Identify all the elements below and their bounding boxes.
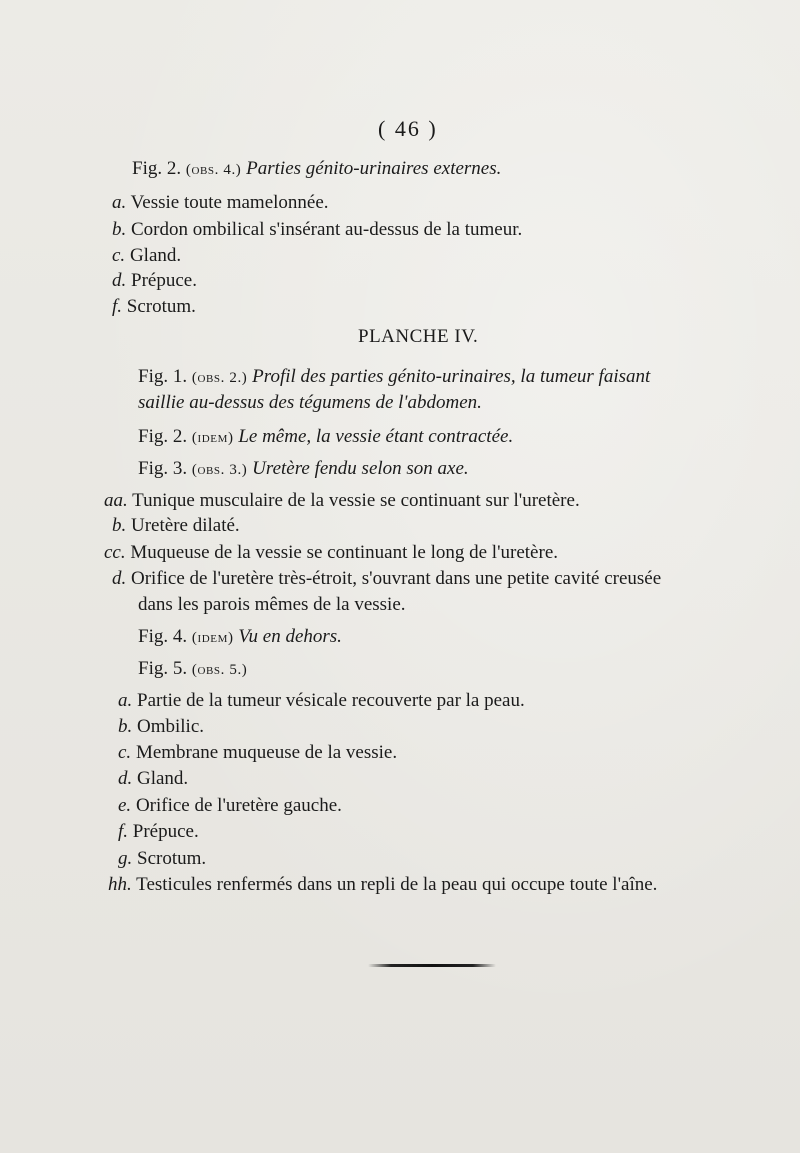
list-item [118,742,397,764]
fig-title: Uretère fendu selon son axe. [252,458,469,479]
item-text: Partie de la tumeur vésicale recouverte par la peau. [137,690,525,711]
list-item [112,270,197,292]
list-item [118,690,525,712]
fig5-caption [138,658,247,681]
item-text: dans les parois mêmes de la vessie. [138,594,406,615]
list-item [108,874,657,896]
fig-label: Fig. 2. [132,158,182,179]
obs-ref: (obs. 2.) [191,370,248,386]
item-key: b. [112,515,127,536]
list-item [112,192,329,214]
fig-title: Parties génito-urinaires externes. [246,158,502,179]
item-text: Muqueuse de la vessie se continuant le long de l'uretère. [130,542,558,563]
item-key: b. [112,219,127,240]
item-key: e. [118,795,132,816]
obs-ref: (obs. 3.) [191,462,248,478]
fig-title: Profil des parties génito-urinaires, la tumeur faisant [252,366,651,387]
list-item [104,542,558,564]
obs-ref: (idem) [191,430,234,446]
item-text: Prépuce. [131,270,197,291]
item-key: d. [118,768,133,789]
obs-ref: (obs. 4.) [185,162,242,178]
item-key: c. [112,245,126,266]
fig-title: Le même, la vessie étant contractée. [238,426,514,447]
fig1-caption [138,366,650,389]
item-text: Prépuce. [132,821,199,842]
fig4-caption [138,626,342,649]
item-key: d. [112,270,127,291]
fig-label: Fig. 1. [138,366,188,387]
list-item [118,795,342,817]
list-item [118,848,206,870]
item-text: Scrotum. [126,296,196,317]
item-key: a. [112,192,127,213]
plate-heading: PLANCHE IV. [358,326,479,347]
page-number: ( 46 ) [378,116,438,141]
list-item-continuation [138,594,406,616]
item-text: Orifice de l'uretère très-étroit, s'ouvrant dans une petite cavité creusée [131,568,662,589]
list-item [118,821,199,843]
item-text: Vessie toute mamelonnée. [130,192,329,213]
list-item [104,490,580,512]
obs-ref: (idem) [191,630,234,646]
item-key: d. [112,568,127,589]
fig-label: Fig. 4. [138,626,188,647]
item-text: Gland. [129,245,182,266]
fig1-caption-continuation [138,392,482,414]
item-text: Uretère dilaté. [131,515,240,536]
item-text: Cordon ombilical s'insérant au-dessus de la tumeur. [131,219,523,240]
ornamental-rule [368,964,496,967]
item-text: Scrotum. [137,848,207,869]
fig3-caption [138,458,469,481]
list-item [112,568,661,590]
item-key: b. [118,716,133,737]
item-key: c. [118,742,132,763]
item-key: g. [118,848,133,869]
item-key: a. [118,690,133,711]
fig-label: Fig. 5. [138,658,188,679]
item-text: Orifice de l'uretère gauche. [135,795,342,816]
item-key: aa. [104,490,128,511]
obs-ref: (obs. 5.) [191,662,248,678]
item-text: Tunique musculaire de la vessie se continuant sur l'uretère. [132,490,580,511]
list-item [118,716,204,738]
list-item [112,219,522,241]
fig-label: Fig. 3. [138,458,188,479]
list-item [112,245,181,267]
fig-title: Vu en dehors. [238,626,342,647]
list-item [112,296,196,318]
fig-label: Fig. 2. [138,426,188,447]
fig2-plate-caption [138,426,513,449]
item-key: cc. [104,542,126,563]
item-text: Membrane muqueuse de la vessie. [135,742,398,763]
item-key: f. [118,821,129,842]
item-key: f. [112,296,123,317]
fig-title-continuation: saillie au-dessus des tégumens de l'abdomen. [138,392,482,413]
list-item [112,515,240,537]
fig2-caption [132,158,501,181]
list-item [118,768,188,790]
item-text: Gland. [137,768,189,789]
item-text: Testicules renfermés dans un repli de la peau qui occupe toute l'aîne. [136,874,658,895]
item-text: Ombilic. [137,716,205,737]
item-key: hh. [108,874,132,895]
